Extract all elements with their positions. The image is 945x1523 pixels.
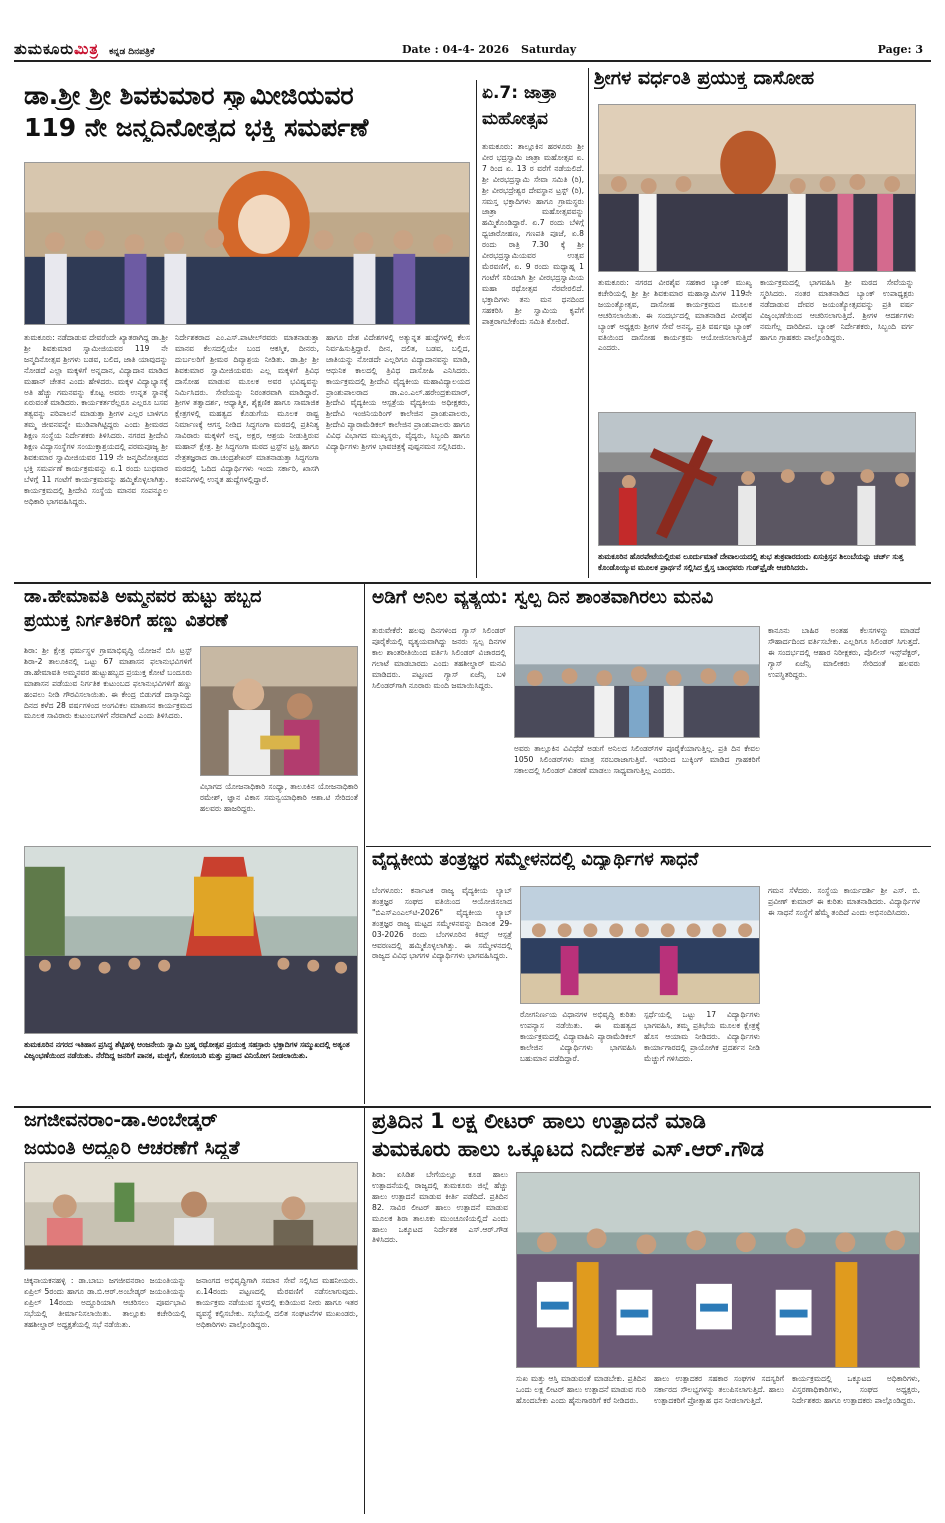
headline: ಶ್ರೀಗಳ ವರ್ಧಂತಿ ಪ್ರಯುಕ್ತ ದಾಸೋಹ (594, 68, 815, 89)
headline: ಪ್ರಯುಕ್ತ ನಿರ್ಗತಿಕರಿಗೆ ಹಣ್ಣು ವಿತರಣೆ (24, 612, 228, 631)
photo-meeting-officials (24, 1162, 358, 1270)
headline: ಮಹೋತ್ಸವ (482, 110, 548, 129)
masthead-name-right: ಮಿತ್ರ (74, 40, 99, 58)
photo-tahsildar-crowd (514, 626, 760, 738)
headline: ಜಗಜೀವನರಾಂ-ಡಾ.ಅಂಬೇಡ್ಕರ್ (24, 1110, 218, 1131)
headline: ಜಯಂತಿ ಅದ್ದೂರಿ ಆಚರಣೆಗೆ ಸಿದ್ದತೆ (24, 1138, 240, 1159)
article-body-col: ರೋಗನಿರ್ಣಯ ವಿಧಾನಗಳ ಅಭಿವೃದ್ಧಿ ಕುರಿತು ಉಪನ್ಯಾಸ ನಡೆಯಿತು. ಈ ಮಹತ್ವದ ಕಾರ್ಯಕ್ರಮದಲ್ಲಿ ವಿದ್ಯಾವಾಹಿನಿ ಪ್ಯಾರಾಮೆಡಿಕಲ್ ಕಾಲೇಜಿನ ವಿದ್ಯಾರ್ಥಿಗಳು ಭಾಗವಹಿಸಿ ಬಹುಮಾನ ಪಡೆದಿದ್ದಾರೆ. (520, 1010, 636, 1063)
article-jayanti-preparation (24, 1110, 358, 1514)
photo-fruit-distribution (200, 646, 358, 776)
article-body-col: ಗಮನ ಸೆಳೆದರು. ಸಂಸ್ಥೆಯ ಕಾರ್ಯದರ್ಶಿ ಶ್ರೀ ಎಸ್. ಬಿ. ಪ್ರವೀಣ್ ಕುಮಾರ್ ಈ ಕುರಿತು ಮಾತನಾಡಿದರು. ವಿದ್ಯಾರ್ಥಿಗಳ ಈ ಸಾಧನೆ ಸಂಸ್ಥೆಗೆ ಹೆಮ್ಮೆ ತಂದಿದೆ ಎಂದು ಅಭಿನಂದಿಸಿದರು. (768, 886, 920, 917)
article-body-col: ಕಾನೂನು ಬಾಹಿರ ಅಂತಹ ಕೆಲಸಗಳನ್ನು ಮಾಡದೆ ಸೌಹಾರ್ದದಿಂದ ವರ್ತಿಸಬೇಕು. ಎಲ್ಲರಿಗೂ ಸಿಲಿಂಡರ್ ಸಿಗುತ್ತದೆ. ಈ ಸಂದರ್ಭದಲ್ಲಿ ಆಹಾರ ನಿರೀಕ್ಷಕರು, ಪೊಲೀಸ್ ಇನ್ಸ್‌ಪೆಕ್ಟರ್, ಗ್ಯಾಸ್ ಏಜೆನ್ಸಿ ಮಾಲೀಕರು ಸೇರಿದಂತೆ ಹಲವರು ಉಪಸ್ಥಿತರಿದ್ದರು. (768, 626, 920, 679)
article-body-col: ಅವರು ತಾಲ್ಲೂಕಿನ ವಿವಿಧೆಡೆ ಅಡುಗೆ ಅನಿಲದ ಸಿಲಿಂಡರ್‌ಗಳ ಪೂರೈಕೆಯಾಗುತ್ತಿಲ್ಲ. ಪ್ರತಿ ದಿನ ಕೇವಲ 1050 ಸಿಲಿಂಡರ್‌ಗಳು ಮಾತ್ರ ಸರಬರಾಜಾಗುತ್ತಿವೆ. ಇದರಿಂದ ಬುಕ್ಕಿಂಗ್ ಮಾಡಿದ ಗ್ರಾಹಕರಿಗೆ ಸಕಾಲದಲ್ಲಿ ಸಿಲಿಂಡರ್ ವಿತರಣೆ ಮಾಡಲು ಸಾಧ್ಯವಾಗುತ್ತಿಲ್ಲ ಎಂದರು. (514, 744, 760, 775)
section-rule (14, 1106, 931, 1108)
headline: ವೈದ್ಯಕೀಯ ತಂತ್ರಜ್ಞರ ಸಮ್ಮೇಳನದಲ್ಲಿ ವಿದ್ಯಾರ್ಥಿಗಳ ಸಾಧನೆ (372, 850, 699, 870)
article-body-col: ಚಿಕ್ಕನಾಯಕನಹಳ್ಳಿ : ಡಾ.ಬಾಬು ಜಗಜೀವನರಾಂ ಜಯಂತಿಯನ್ನು ಏಪ್ರಿಲ್ 5ರಂದು ಹಾಗೂ ಡಾ.ಬಿ.ಆರ್.ಅಂಬೇಡ್ಕರ್ ಜಯಂತಿಯನ್ನು ಏಪ್ರಿಲ್ 14ರಂದು ಅದ್ದೂರಿಯಾಗಿ ಆಚರಿಸಲು ಪೂರ್ವಭಾವಿ ಸಭೆಯಲ್ಲಿ ತೀರ್ಮಾನಿಸಲಾಯಿತು. ತಾಲ್ಲೂಕು ಕಚೇರಿಯಲ್ಲಿ ತಹಶೀಲ್ದಾರ್ ಅಧ್ಯಕ್ಷತೆಯಲ್ಲಿ ಸಭೆ ನಡೆಯಿತು. (24, 1276, 186, 1329)
column-divider (364, 1108, 365, 1514)
masthead-date: Date : 04-4- 2026 (402, 43, 510, 56)
masthead-logo (14, 40, 154, 58)
headline: 119 ನೇ ಜನ್ಮದಿನೋತ್ಸದ ಭಕ್ತಿ ಸಮರ್ಪಣೆ (24, 114, 369, 142)
article-body-col: ಸುಖ ಮತ್ತು ಆಸ್ತಿ ಮಾಡುವಂತೆ ಮಾಡಬೇಕು. ಪ್ರತಿದಿನ ಒಂದು ಲಕ್ಷ ಲೀಟರ್ ಹಾಲು ಉತ್ಪಾದನೆ ಮಾಡುವ ಗುರಿ ಹೊಂದಬೇಕು ಎಂದು ಹೈನುಗಾರರಿಗೆ ಕರೆ ನೀಡಿದರು. (516, 1374, 646, 1405)
article-body-col: ಕಾರ್ಯಕ್ರಮದಲ್ಲಿ ಒಕ್ಕೂಟದ ಅಧಿಕಾರಿಗಳು, ವಿಸ್ತರಣಾಧಿಕಾರಿಗಳು, ಸಂಘದ ಅಧ್ಯಕ್ಷರು, ನಿರ್ದೇಶಕರು ಹಾಗೂ ಉತ್ಪಾದಕರು ಪಾಲ್ಗೊಂಡಿದ್ದರು. (792, 1374, 920, 1405)
article-vardhanti-dasoha (594, 68, 918, 408)
section-rule (366, 846, 931, 847)
masthead-day: Saturday (521, 43, 577, 56)
article-body-col: ತುಮಕೂರು: ನಗರದ ವೀರಶೈವ ಸಹಕಾರ ಬ್ಯಾಂಕ್ ಮುಖ್ಯ ಕಚೇರಿಯಲ್ಲಿ ಶ್ರೀ ಶ್ರೀ ಶಿವಕುಮಾರ ಮಹಾಸ್ವಾಮಿಗಳ 119ನೇ ಜಯಂತ್ಯೋತ್ಸವ, ದಾಸೋಹ ಕಾರ್ಯಕ್ರಮದ ಮೂಲಕ ಆಚರಿಸಲಾಯಿತು. ಈ ಸಂದರ್ಭದಲ್ಲಿ ಮಾತನಾಡಿದ ವೀರಶೈವ ಬ್ಯಾಂಕ್ ಅಧ್ಯಕ್ಷರು ಶ್ರೀಗಳ ಸೇವೆ ಅನನ್ಯ, ಪ್ರತಿ ವರ್ಷವೂ ಬ್ಯಾಂಕ್ ವತಿಯಿಂದ ದಾಸೋಹ ಕಾರ್ಯಕ್ರಮ ಆಯೋಜಿಸಲಾಗುತ್ತಿದೆ ಎಂದರು. (598, 278, 752, 353)
article-body-col: ಕಾರ್ಯಕ್ರಮದಲ್ಲಿ ಭಾಗವಹಿಸಿ ಶ್ರೀ ಮಠದ ಸೇವೆಯನ್ನು ಸ್ಮರಿಸಿದರು. ನಂತರ ಮಾತನಾಡಿದ ಬ್ಯಾಂಕ್ ಉಪಾಧ್ಯಕ್ಷರು ನಡೆದಾಡುವ ದೇವರ ಜಯಂತ್ಯೋತ್ಸವವನ್ನು ಪ್ರತಿ ವರ್ಷ ವಿಜೃಂಭಣೆಯಿಂದ ಆಚರಿಸಲಾಗುತ್ತಿದೆ. ಶ್ರೀಗಳ ಆದರ್ಶಗಳು ನಮಗೆಲ್ಲ ದಾರಿದೀಪ. ಬ್ಯಾಂಕ್ ನಿರ್ದೇಶಕರು, ಸಿಬ್ಬಂದಿ ವರ್ಗ ಹಾಗೂ ಗ್ರಾಹಕರು ಪಾಲ್ಗೊಂಡಿದ್ದರು. (760, 278, 914, 342)
article-swamiji-birthday (24, 82, 470, 578)
section-rule (14, 582, 931, 584)
article-body-col: ಸ್ಪರ್ಧೆಯಲ್ಲಿ ಒಟ್ಟು 17 ವಿದ್ಯಾರ್ಥಿಗಳು ಭಾಗವಹಿಸಿ, ತಮ್ಮ ಪ್ರತಿಭೆಯ ಮೂಲಕ ಕ್ಷೇತ್ರಕ್ಕೆ ಹೊಸ ಆಯಾಮ ನೀಡಿದರು. ವಿದ್ಯಾರ್ಥಿಗಳು ಕಾರ್ಯಾಗಾರದಲ್ಲಿ ಪ್ರಾಯೋಗಿಕ ಪ್ರದರ್ಶನ ನೀಡಿ ಮೆಚ್ಚುಗೆ ಗಳಿಸಿದರು. (644, 1010, 760, 1063)
photo-swamiji-portrait-ceremony (24, 162, 470, 325)
article-shettihalli-rathotsava (24, 846, 358, 1102)
article-milk-production (372, 1110, 920, 1514)
article-body: ತುಮಕೂರು: ತಾಲ್ಲೂಕಿನ ಹರಳೂರು ಶ್ರೀ ವೀರ ಭದ್ರಸ್ವಾಮಿ ಜಾತ್ರಾ ಮಹೋತ್ಸವ ಏ. 7 ರಿಂದ ಏ. 13 ರ ವರೆಗೆ ನಡೆಯಲಿದೆ. ಶ್ರೀ ವೀರಭದ್ರಸ್ವಾಮಿ ಸೇವಾ ಸಮಿತಿ (ರಿ), ಶ್ರೀ ವೀರಭದ್ರೇಶ್ವರ ದೇವಸ್ಥಾನ ಟ್ರಸ್ಟ್ (ರಿ), ಸಮಸ್ತ ಭಕ್ತಾದಿಗಳು ಹಾಗೂ ಗ್ರಾಮಸ್ಥರು ಜಾತ್ರಾ ಮಹೋತ್ಸವವನ್ನು ಹಮ್ಮಿಕೊಂಡಿದ್ದಾರೆ. ಏ.7 ರಂದು ಬೆಳಿಗ್ಗೆ ಧ್ವಜಾರೋಹಣ, ಗಣಪತಿ ಪೂಜೆ, ಏ.8 ರಂದು ರಾತ್ರಿ 7.30 ಕ್ಕೆ ಶ್ರೀ ವೀರಭದ್ರಸ್ವಾಮಿಯವರ ಉತ್ಸವ ಮೆರವಣಿಗೆ, ಏ. 9 ರಂದು ಮಧ್ಯಾಹ್ನ 1 ಗಂಟೆಗೆ ಸರಿಯಾಗಿ ಶ್ರೀ ವೀರಭದ್ರಸ್ವಾಮಿಯ ಮಹಾ ರಥೋತ್ಸವ ನೆರವೇರಲಿದೆ. ಭಕ್ತಾದಿಗಳು ತನು ಮನ ಧನದಿಂದ ಸಹಕರಿಸಿ ಶ್ರೀ ಸ್ವಾಮಿಯ ಕೃಪೆಗೆ ಪಾತ್ರರಾಗಬೇಕೆಂದು ಸಮಿತಿ ಕೋರಿದೆ. (482, 142, 584, 326)
headline: ಡಾ.ಹೇಮಾವತಿ ಅಮ್ಮನವರ ಹುಟ್ಟು ಹಬ್ಬದ (24, 588, 262, 607)
headline: ಏ.7: ಜಾತ್ರಾ (482, 84, 558, 103)
photo-caption: ತುಮಕೂರಿನ ನಗರದ ಇತಿಹಾಸ ಪ್ರಸಿದ್ಧ ಶೆಟ್ಟಿಹಳ್ಳಿ ಆಂಜನೇಯ ಸ್ವಾಮಿ ಬ್ರಹ್ಮ ರಥೋತ್ಸವ ಪ್ರಯುಕ್ತ ಸಹಸ್ರಾರು ಭಕ್ತಾದಿಗಳ ಸಮ್ಮುಖದಲ್ಲಿ ಅತ್ಯಂತ ವಿಜೃಂಭಣೆಯಿಂದ ನಡೆಯಿತು. ನೆರೆದಿದ್ದ ಜನರಿಗೆ ಪಾನಕ, ಮಜ್ಜಿಗೆ, ಕೋಸಂಬರಿ ಮತ್ತು ಪ್ರಸಾದ ವಿನಿಯೋಗ ನೀಡಲಾಯಿತು. (24, 1040, 350, 1060)
photo-bank-staff-group (598, 104, 916, 272)
article-good-friday (598, 412, 916, 578)
article-lab-technicians-conference (372, 850, 920, 1104)
article-body-col: ನಿರ್ದೇಶಕರಾದ ಎಂ.ಎಸ್.ಪಾಟೀಲ್‌ರವರು ಮಾತನಾಡುತ್ತಾ ಮಾನವ ಕೆಲಸದಲ್ಲಿಯೇ ಬಂದ ಆಕಸ್ಮಿಕ, ದೀನರು, ದುರ್ಬಲರಿಗೆ ಶ್ರೀಮಠ ದಿವ್ಯಾಶ್ರಯ ನೀಡಿತು. ಡಾ.ಶ್ರೀ ಶ್ರೀ ಶಿವಕುಮಾರ ಸ್ವಾಮೀಜಿಯವರು ಎಲ್ಲ ಮಕ್ಕಳಿಗೆ ತ್ರಿವಿಧ ದಾಸೋಹ ಮಾಡುವ ಮೂಲಕ ಅವರ ಭವಿಷ್ಯವನ್ನು ನಿರ್ಮಿಸಿದರು. ಸೇವೆಯನ್ನು ನಿರಂತರವಾಗಿ ಮಾಡಿದ್ದಾರೆ. ಶ್ರೀಗಳ ತತ್ವಾದರ್ಶ, ಆಧ್ಯಾತ್ಮಿಕ, ಶೈಕ್ಷಣಿಕ ಹಾಗೂ ಸಾಮಾಜಿಕ ಕ್ಷೇತ್ರಗಳಲ್ಲಿ ಮಹತ್ವದ ಕೊಡುಗೆಯ ಮೂಲಕ ರಾಷ್ಟ್ರ ನಿರ್ಮಾಣಕ್ಕೆ ಆಗಸ್ತ ನೀಡಿದ ಸಿದ್ಧಗಂಗಾ ಮಠದಲ್ಲಿ ಪ್ರತಿನಿತ್ಯ ಸಾವಿರಾರು ಮಕ್ಕಳಿಗೆ ಅನ್ನ, ಅಕ್ಷರ, ಆಶ್ರಯ ನೀಡುತ್ತಿರುವ ಮಹಾನ್ ಕ್ಷೇತ್ರ. ಶ್ರೀ ಸಿದ್ಧಗಂಗಾ ಮಠದ ಟ್ರಸ್ಟ್‌ನ ಟ್ರಸ್ಟಿ ಹಾಗೂ ನೇತ್ರತಜ್ಞರಾದ ಡಾ.ಚಂದ್ರಶೇಖರ್ ಮಾತನಾಡುತ್ತಾ ಸಿದ್ಧಗಂಗಾ ಮಠದಲ್ಲಿ ಓದಿದ ವಿದ್ಯಾರ್ಥಿಗಳು ಇಂದು ಸರ್ಕಾರಿ, ಖಾಸಗಿ ಕಂಪನಿಗಳಲ್ಲಿ ಉನ್ನತ ಹುದ್ದೆಗಳಲ್ಲಿದ್ದಾರೆ. (175, 333, 319, 484)
photo-milk-union-beneficiaries (516, 1172, 920, 1368)
column-divider (476, 80, 477, 578)
masthead-name-left: ತುಮಕೂರು (14, 40, 75, 58)
masthead (14, 40, 931, 60)
column-divider (364, 584, 365, 1104)
photo-students-certificates (520, 886, 760, 1004)
photo-cross-procession (598, 412, 916, 546)
article-gas-cylinder-shortage (372, 588, 920, 844)
article-body-col: ಜನಾಂಗದ ಅಭಿವೃದ್ಧಿಗಾಗಿ ಸಮಾನ ಸೇವೆ ಸಲ್ಲಿಸಿದ ಮಹನೀಯರು. ಏ.14ರಂದು ಪಟ್ಟಣದಲ್ಲಿ ಮೆರವಣಿಗೆ ನಡೆಸಲಾಗುವುದು. ಕಾರ್ಯಕ್ರಮ ನಡೆಯುವ ಸ್ಥಳದಲ್ಲಿ ಕುಡಿಯುವ ನೀರು ಹಾಗೂ ಇತರ ವ್ಯವಸ್ಥೆ ಕಲ್ಪಿಸಬೇಕು. ಸಭೆಯಲ್ಲಿ ದಲಿತ ಸಂಘಟನೆಗಳ ಮುಖಂಡರು, ಅಧಿಕಾರಿಗಳು ಪಾಲ್ಗೊಂಡಿದ್ದರು. (196, 1276, 358, 1329)
article-body: ಶಿರಾ: ಏಸಿಡಿಶ ಬೇಗೆಯಲ್ಲೂ ಕೂಡ ಹಾಲು ಉತ್ಪಾದನೆಯಲ್ಲಿ ರಾಜ್ಯದಲ್ಲಿ ತುಮಕೂರು ಜಿಲ್ಲೆ ಹೆಚ್ಚು ಹಾಲು ಉತ್ಪಾದನೆ ಮಾಡುವ ಕೀರ್ತಿ ಪಡೆದಿದೆ. ಪ್ರತಿದಿನ 82. ಸಾವಿರ ಲೀಟರ್ ಹಾಲು ಉತ್ಪಾದನೆ ಮಾಡುವ ಮೂಲಕ ಶಿರಾ ತಾಲೂಕು ಮುಂಚೂಣಿಯಲ್ಲಿದೆ ಎಂದು ಹಾಲು ಒಕ್ಕೂಟದ ನಿರ್ದೇಶಕ ಎಸ್.ಆರ್.ಗೌಡ ತಿಳಿಸಿದರು. (372, 1170, 508, 1245)
article-body-col: ತುರುವೇಕೆರೆ: ಹಲವು ದಿನಗಳಿಂದ ಗ್ಯಾಸ್ ಸಿಲಿಂಡರ್ ಪೂರೈಕೆಯಲ್ಲಿ ವ್ಯತ್ಯಯವಾಗಿದ್ದು ಜನರು ಸ್ವಲ್ಪ ದಿನಗಳ ಕಾಲ ಶಾಂತರೀತಿಯಿಂದ ವರ್ತಿಸಿ ಸಿಲಿಂಡರ್ ವಿಚಾರದಲ್ಲಿ ಗಲಾಟೆ ಮಾಡಬಾರದು ಎಂದು ತಹಶೀಲ್ದಾರ್ ಮನವಿ ಮಾಡಿದರು. ಪಟ್ಟಣದ ಗ್ಯಾಸ್ ಏಜೆನ್ಸಿ ಬಳಿ ಸಿಲಿಂಡರ್‌ಗಾಗಿ ನೂರಾರು ಮಂದಿ ಜಮಾಯಿಸಿದ್ದರು. (372, 626, 506, 690)
masthead-page: Page: 3 (877, 43, 923, 56)
headline: ಪ್ರತಿದಿನ 1 ಲಕ್ಷ ಲೀಟರ್ ಹಾಲು ಉತ್ಪಾದನೆ ಮಾಡಿ (372, 1110, 706, 1133)
article-body-col: ಬೆಂಗಳೂರು: ಕರ್ನಾಟಕ ರಾಜ್ಯ ವೈದ್ಯಕೀಯ ಲ್ಯಾಬ್ ತಂತ್ರಜ್ಞರ ಸಂಘದ ವತಿಯಿಂದ ಆಯೋಜಿಸಲಾದ "ಬಿಎಸ್‌ಎಂಎಲ್‌ಟಿ-2026" ವೈದ್ಯಕೀಯ ಲ್ಯಾಬ್ ತಂತ್ರಜ್ಞರ ರಾಜ್ಯ ಮಟ್ಟದ ಸಮ್ಮೇಳನವನ್ನು ದಿನಾಂಕ 29-03-2026 ರಂದು ಬೆಂಗಳೂರಿನ ಕಿಮ್ಸ್ ಆಸ್ಪತ್ರೆ ಆವರಣದಲ್ಲಿ ಹಮ್ಮಿಕೊಳ್ಳಲಾಗಿತ್ತು. ಈ ಸಮ್ಮೇಳನದಲ್ಲಿ ರಾಜ್ಯದ ವಿವಿಧ ಭಾಗಗಳ ವಿದ್ಯಾರ್ಥಿಗಳು ಭಾಗವಹಿಸಿದ್ದರು. (372, 886, 512, 961)
article-body-col: ಹಾಗೂ ದೇಶ ವಿದೇಶಗಳಲ್ಲಿ ಅತ್ಯುನ್ನತ ಹುದ್ದೆಗಳಲ್ಲಿ ಕೆಲಸ ನಿರ್ವಹಿಸುತ್ತಿದ್ದಾರೆ. ದೀನ, ದಲಿತ, ಬಡವ, ಬಲ್ಲಿದ, ಜಾತಿಯನ್ನು ನೋಡದೇ ಎಲ್ಲರಿಗೂ ವಿದ್ಯಾದಾನವನ್ನು ಮಾಡಿ, ಆಧುನಿಕ ಕಾಲದಲ್ಲಿ ತ್ರಿವಿಧ ದಾಸೋಹಿ ಎನಿಸಿದರು. ಕಾರ್ಯಕ್ರಮದಲ್ಲಿ ಶ್ರೀದೇವಿ ವೈದ್ಯಕೀಯ ಮಹಾವಿದ್ಯಾಲಯದ ಪ್ರಾಂಶುಪಾಲರಾದ ಡಾ.ಎಂ.ಎಲ್.ಹರೇಂದ್ರಕುಮಾರ್, ಶ್ರೀದೇವಿ ವೈದ್ಯಕೀಯ ಆಸ್ಪತ್ರೆಯ ವೈದ್ಯಕೀಯ ಅಧೀಕ್ಷಕರು, ಶ್ರೀದೇವಿ ಇಂಜಿನಿಯರಿಂಗ್ ಕಾಲೇಜಿನ ಪ್ರಾಂಶುಪಾಲರು, ಶ್ರೀದೇವಿ ಪ್ಯಾರಾಮೆಡಿಕಲ್ ಕಾಲೇಜಿನ ಪ್ರಾಂಶುಪಾಲರು ಹಾಗೂ ವಿವಿಧ ವಿಭಾಗದ ಮುಖ್ಯಸ್ಥರು, ವೈದ್ಯರು, ಸಿಬ್ಬಂದಿ ಹಾಗೂ ವಿದ್ಯಾರ್ಥಿಗಳು ಶ್ರೀಗಳ ಭಾವಚಿತ್ರಕ್ಕೆ ಪುಷ್ಪನಮನ ಸಲ್ಲಿಸಿದರು. (326, 333, 470, 452)
headline: ಡಾ.ಶ್ರೀ ಶ್ರೀ ಶಿವಕುಮಾರ ಸ್ವಾಮೀಜಿಯವರ (24, 82, 354, 110)
photo-chariot-festival (24, 846, 358, 1034)
column-divider (588, 68, 589, 578)
masthead-tagline: ಕನ್ನಡ ದಿನಪತ್ರಿಕೆ (109, 47, 155, 57)
photo-caption: ತುಮಕೂರಿನ ಹೊರಪೇಟೆಯಲ್ಲಿರುವ ಲೂರ್ದುಮಾತೆ ದೇವಾಲಯದಲ್ಲಿ ಶುಭ ಶುಕ್ರವಾರದಂದು ಏಸುಕ್ರಿಸ್ತನ ಶಿಲುಬೆಯನ್ನು ಚರ್ಚ್ ಸುತ್ತ ಕೊಂಡೊಯ್ಯುವ ಮೂಲಕ ಪ್ರಾರ್ಥನೆ ಸಲ್ಲಿಸಿದ ಕ್ರೈಸ್ತ ಬಾಂಧವರು ಗುಡ್‌ಫ್ರೈಡೇ ಆಚರಿಸಿದರು. (598, 552, 904, 572)
article-body: ಶಿರಾ: ಶ್ರೀ ಕ್ಷೇತ್ರ ಧರ್ಮಸ್ಥಳ ಗ್ರಾಮಾಭಿವೃದ್ಧಿ ಯೋಜನೆ ಬಿಸಿ ಟ್ರಸ್ಟ್ ಶಿರಾ-2 ತಾಲೂಕಿನಲ್ಲಿ ಒಟ್ಟು 67 ಮಾಶಾಸನ ಫಲಾನುಭವಿಗಳಿಗೆ ಡಾ.ಹೇಮಾವತಿ ಅಮ್ಮನವರ ಹುಟ್ಟುಹಬ್ಬದ ಪ್ರಯುಕ್ತ ಕೋಟೆ ಬಂದೂರು ಮಾಶಾಸನ ಪಡೆಯುವ ನಿರ್ಗತಿಕ ಕುಟುಂಬದ ಫಲಾನುಭವಿಗಳಿಗೆ ಹಣ್ಣು ಹಂಪಲು ನೀಡಿ ಗೌರವಿಸಲಾಯಿತು. ಈ ಕೇಂದ್ರ ಬಿಡುಗಡೆ ದಾಸ್ತಾನಿದ್ದು ದಿನದ ಕಳೆದ 28 ವರ್ಷಗಳಿಂದ ಅಂಗವಿಕಲ ಮಾಶಾಸನ ಕಾರ್ಯಕ್ರಮದ ಮೂಲಕ ಸಾವಿರಾರು ಕುಟುಂಬಗಳಿಗೆ ನೆರವಾಗಿದೆ ಎಂದು ತಿಳಿಸಿದರು. (24, 646, 192, 721)
article-hemavathi-fruit-distribution (24, 588, 358, 836)
article-body-col: ಹಾಲು ಉತ್ಪಾದಕರ ಸಹಕಾರ ಸಂಘಗಳ ಸದಸ್ಯರಿಗೆ ಸರ್ಕಾರದ ಸೌಲಭ್ಯಗಳನ್ನು ತಲುಪಿಸಲಾಗುತ್ತಿದೆ. ಹಾಲು ಉತ್ಪಾದಕರಿಗೆ ಪ್ರೋತ್ಸಾಹ ಧನ ನೀಡಲಾಗುತ್ತಿದೆ. (654, 1374, 784, 1405)
article-jatra (482, 84, 584, 578)
article-body: ವಿಭಾಗದ ಯೋಜನಾಧಿಕಾರಿ ಸಂಧ್ಯಾ, ತಾಲೂಕಿನ ಯೋಜನಾಧಿಕಾರಿ ರಮೇಶ್, ಜ್ಞಾನ ವಿಕಾಸ ಸಮನ್ವಯಾಧಿಕಾರಿ ಆಶಾ.ಟಿ ಸೇರಿದಂತೆ ಹಲವರು ಹಾಜರಿದ್ದರು. (200, 782, 358, 813)
headline: ತುಮಕೂರು ಹಾಲು ಒಕ್ಕೂಟದ ನಿರ್ದೇಶಕ ಎಸ್.ಆರ್.ಗೌಡ (372, 1138, 764, 1161)
article-body-col: ತುಮಕೂರು: ನಡೆದಾಡುವ ದೇವರೆಂದೇ ಖ್ಯಾತರಾಗಿದ್ದ ಡಾ.ಶ್ರೀ ಶ್ರೀ ಶಿವಕುಮಾರ ಸ್ವಾಮೀಜಿಯವರ 119 ನೇ ಜನ್ಮದಿನೋತ್ಸವ ಶ್ರೀಗಳು ಬಡವ, ಬಲಿದ, ಜಾತಿ ಯಾವುದನ್ನು ನೋಡದೆ ಎಲ್ಲಾ ಮಕ್ಕಳಿಗೆ ಅನ್ನದಾನ, ವಿದ್ಯಾದಾನ ಮಾಡಿದ ಮಹಾನ್ ಚೇತನ ಎಂದು ಹೇಳಿದರು. ಮಕ್ಕಳ ವಿದ್ಯಾಭ್ಯಾಸಕ್ಕೆ ಅತಿ ಹೆಚ್ಚು ಗಮನವನ್ನು ಕೊಟ್ಟ ಅವರು ಉನ್ನತ ಸ್ಥಾನಕ್ಕೆ ಏರುವಂತೆ ಮಾಡಿದರು. ಕಾರ್ಯಕರ್ತರೆಲ್ಲರೂ ಎಲ್ಲರೂ ಬಸವ ತತ್ವವನ್ನು ಪರಿಪಾಲನೆ ಮಾಡುತ್ತಾ ಶ್ರೀಗಳ ಎಲ್ಲರ ಬಾಳಿಗೂ ತಮ್ಮ ಜೀವನವನ್ನೇ ಮುಡಿಪಾಗಿಟ್ಟಿದ್ದರು ಎಂದು ಶ್ರೀಮಠದ ಶಿಕ್ಷಣ ಸಂಸ್ಥೆಯ ನಿರ್ದೇಶಕರು ತಿಳಿಸಿದರು. ನಗರದ ಶ್ರೀದೇವಿ ಶಿಕ್ಷಣ ವಿದ್ಯಾಸಂಸ್ಥೆಗಳ ಸಂಯುಕ್ತಾಶ್ರಯದಲ್ಲಿ ಪರಮಪೂಜ್ಯ ಶ್ರೀ ಶಿವಕುಮಾರ ಸ್ವಾಮೀಜಿಯವರ 119 ನೇ ಜನ್ಮದಿನೋತ್ಸವದ ಭಕ್ತಿ ಸಮರ್ಪಣೆ ಕಾರ್ಯಕ್ರಮವನ್ನು ಏ.1 ರಂದು ಬುಧವಾರ ಬೆಳಗ್ಗೆ 11 ಗಂಟೆಗೆ ಕಾರ್ಯಕ್ರಮವನ್ನು ಹಮ್ಮಿಕೊಳ್ಳಲಾಗಿತ್ತು. ಕಾರ್ಯಕ್ರಮದಲ್ಲಿ ಶ್ರೀದೇವಿ ಸಂಸ್ಥೆಯ ಮಾನವ ಸಂಪನ್ಮೂಲ ಅಧಿಕಾರಿ ಭಾಗವಹಿಸಿದ್ದರು. (24, 333, 168, 506)
masthead-rule (14, 60, 931, 62)
headline: ಅಡಿಗೆ ಅನಿಲ ವ್ಯತ್ಯಯ: ಸ್ವಲ್ಪ ದಿನ ಶಾಂತವಾಗಿರಲು ಮನವಿ (372, 588, 714, 608)
